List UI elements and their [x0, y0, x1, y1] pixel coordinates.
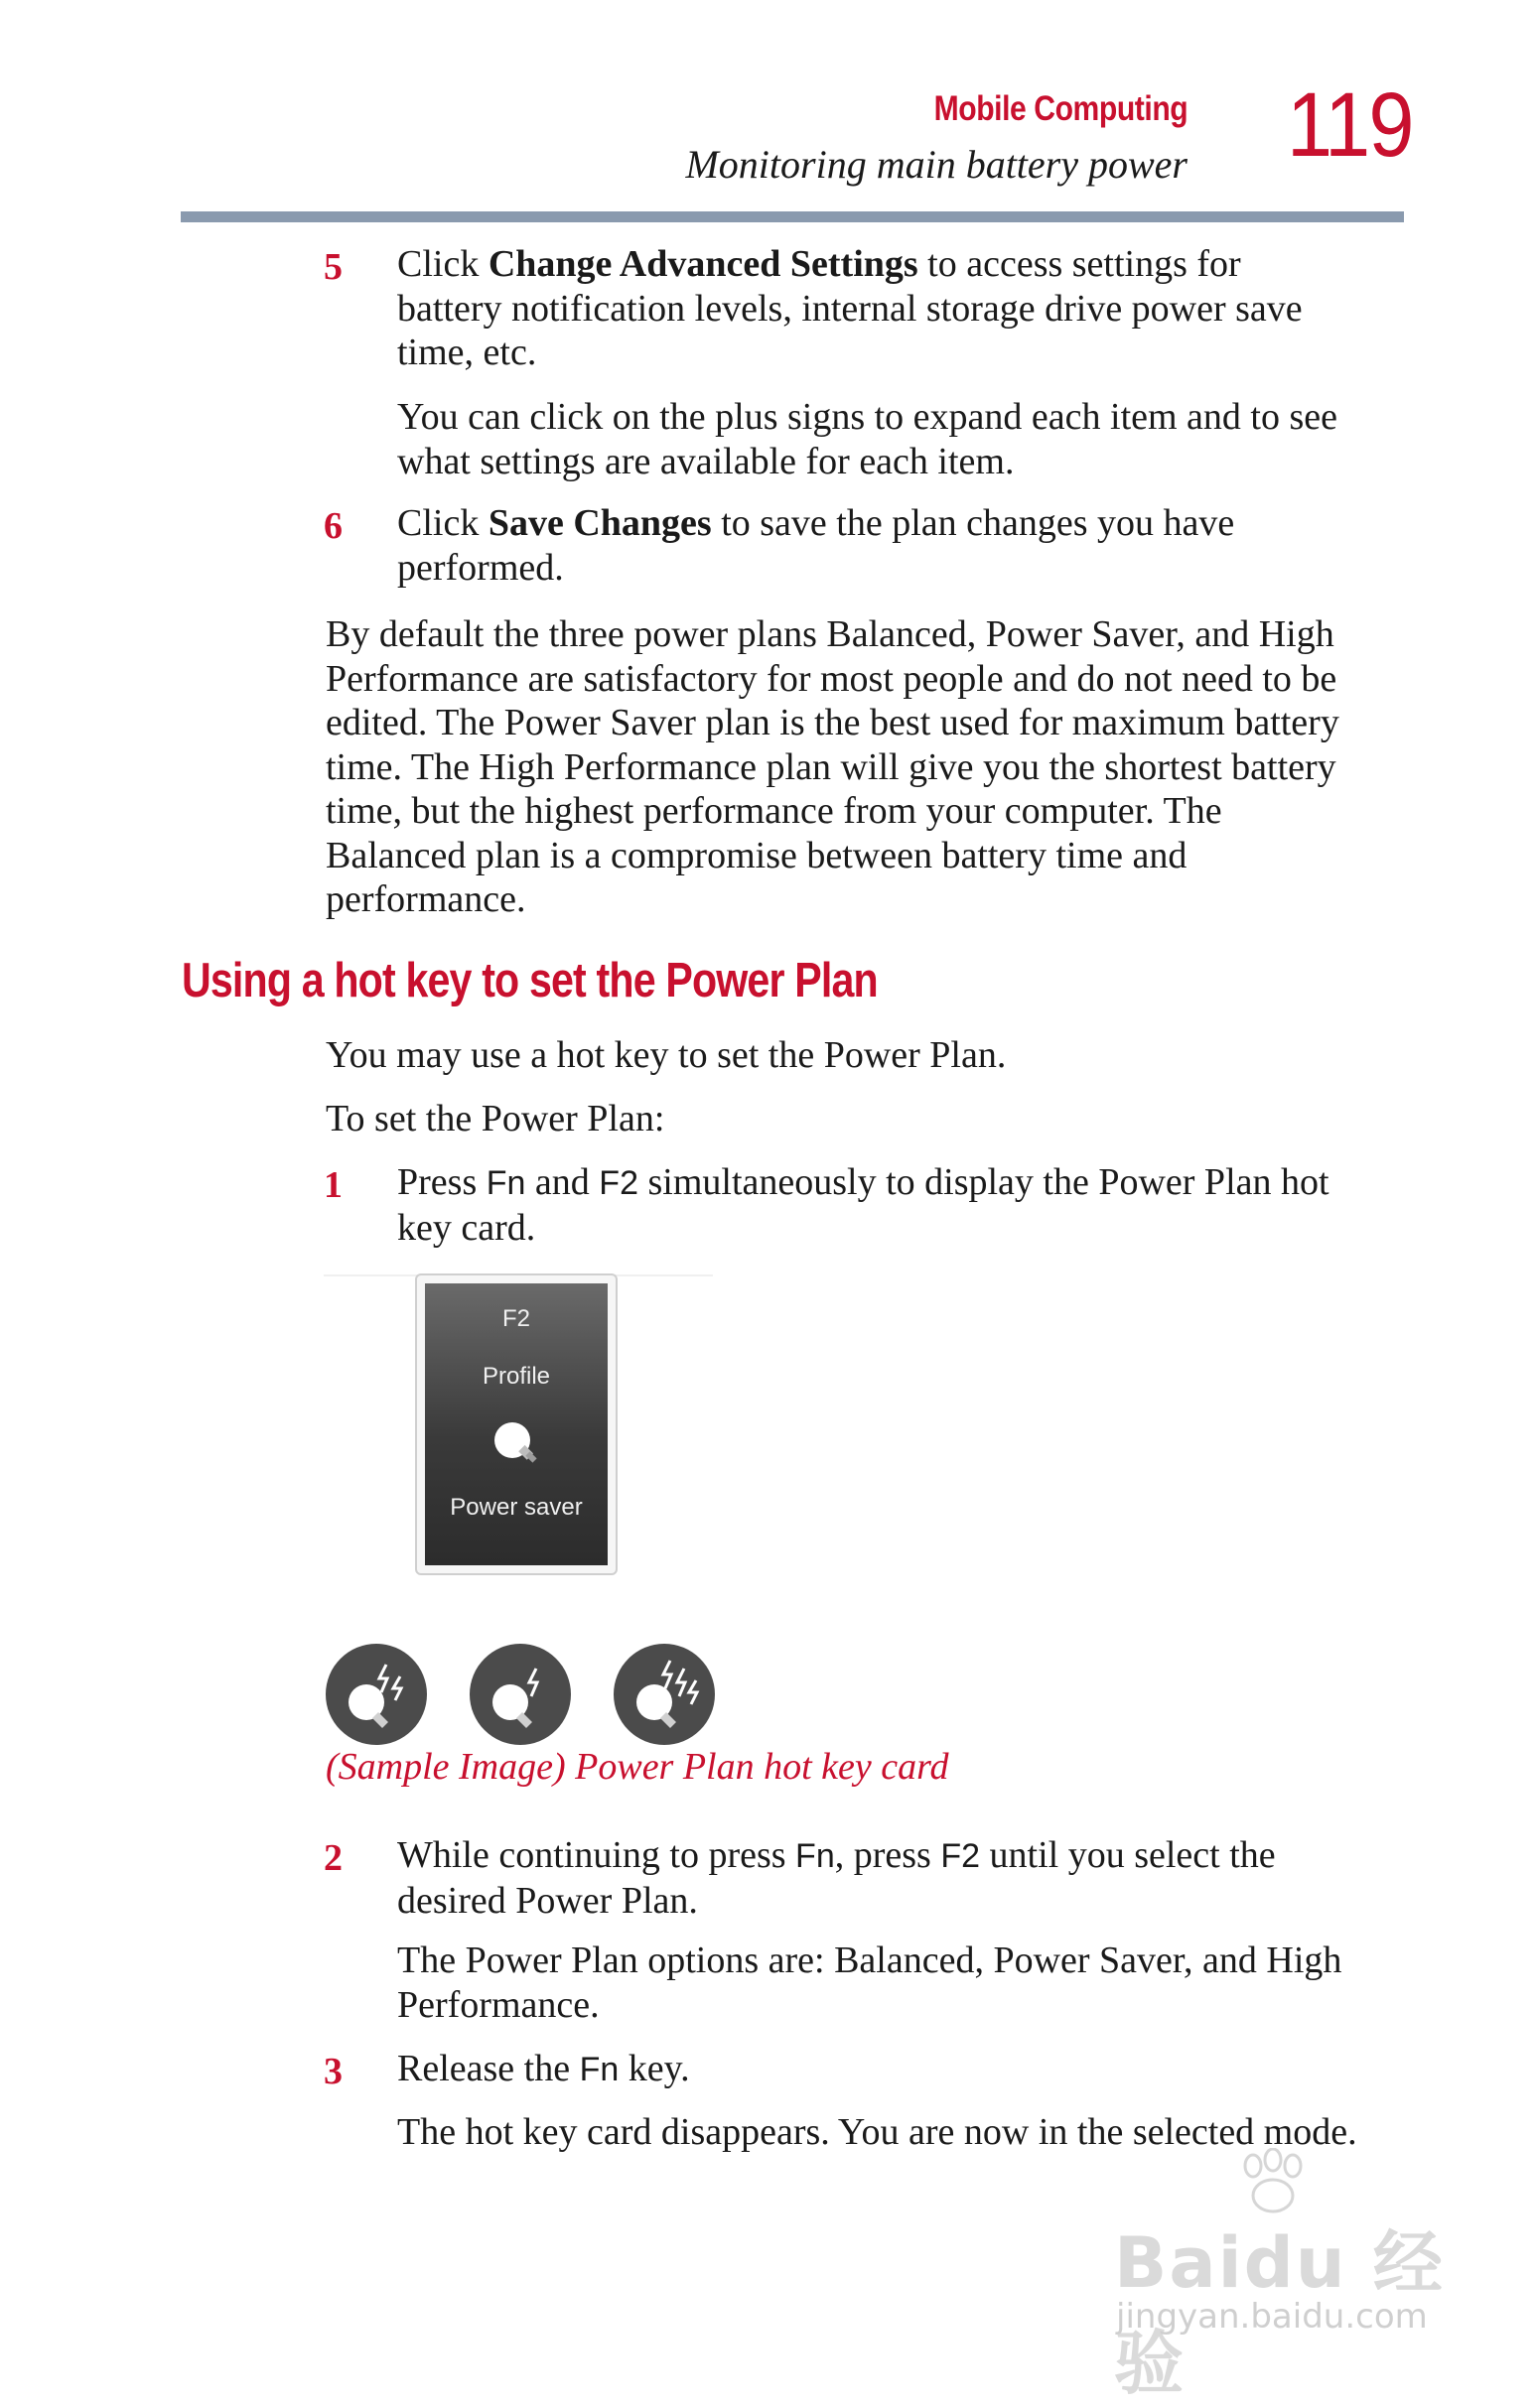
hotkey-card-key: F2 — [501, 1305, 530, 1332]
step-number: 6 — [324, 505, 343, 547]
watermark-brand: Baidu 经验 — [1114, 2222, 1445, 2404]
figure-caption: (Sample Image) Power Plan hot key card — [326, 1746, 949, 1788]
power-saver-bulb-icon — [485, 1412, 548, 1476]
header-rule — [181, 211, 1404, 222]
header-subsection-title: Monitoring main battery power — [685, 142, 1188, 187]
watermark-url: jingyan.baidu.com — [1116, 2297, 1428, 2337]
step-number: 5 — [324, 246, 343, 288]
header-section-title: Mobile Computing — [933, 89, 1188, 128]
page-number: 119 — [1287, 74, 1413, 176]
baidu-watermark — [1114, 2148, 1452, 2404]
step-2-text: While continuing to press Fn, press F2 until you select the desired Power Plan. — [397, 1834, 1276, 1922]
hotkey-card-mode: Power saver — [450, 1494, 583, 1521]
intro-text: To set the Power Plan: — [326, 1098, 665, 1139]
step-number: 2 — [324, 1837, 343, 1879]
step-5-text: Click Change Advanced Settings to access settings for battery notification levels, internal storage drive power save time, etc. — [397, 243, 1303, 373]
f2-key-label: F2 — [599, 1164, 638, 1202]
step-6-text: Click Save Changes to save the plan changes you have performed. — [397, 502, 1235, 589]
f2-key-label: F2 — [940, 1837, 981, 1875]
hotkey-card — [415, 1273, 618, 1575]
fn-key-label: Fn — [795, 1837, 835, 1875]
intro-text: You may use a hot key to set the Power Plan. — [326, 1034, 1007, 1076]
step-1-text: Press Fn and F2 simultaneously to display the Power Plan hot key card. — [397, 1161, 1329, 1249]
power-plan-icon-1 — [325, 1643, 428, 1746]
step-2-note: The Power Plan options are: Balanced, Power Saver, and High Performance. — [397, 1940, 1342, 2026]
change-advanced-settings-label: Change Advanced Settings — [488, 243, 918, 285]
fn-key-label: Fn — [486, 1164, 526, 1202]
power-plans-paragraph: By default the three power plans Balanced, Power Saver, and High Performance are satisfactory for most people and do not need to be edited. The Power Saver plan is the best used for maximum battery time. The High Performance plan will give you the shortest battery time, but the highest performance from your computer. The Balanced plan is a compromise between battery time and performance. — [326, 613, 1339, 920]
power-plan-icon-3 — [613, 1643, 716, 1746]
step-5-note: You can click on the plus signs to expand each item and to see what settings are available for each item. — [397, 396, 1337, 482]
step-3-note: The hot key card disappears. You are now in the selected mode. — [397, 2111, 1357, 2153]
fn-key-label: Fn — [579, 2051, 620, 2088]
step-number: 1 — [324, 1164, 343, 1206]
hotkey-card-panel — [425, 1283, 608, 1565]
step-3-text: Release the Fn key. — [397, 2048, 690, 2089]
hotkey-card-title: Profile — [482, 1363, 551, 1390]
section-heading: Using a hot key to set the Power Plan — [182, 954, 878, 1007]
power-plan-icon-2 — [469, 1643, 572, 1746]
save-changes-label: Save Changes — [488, 502, 712, 544]
step-number: 3 — [324, 2051, 343, 2092]
